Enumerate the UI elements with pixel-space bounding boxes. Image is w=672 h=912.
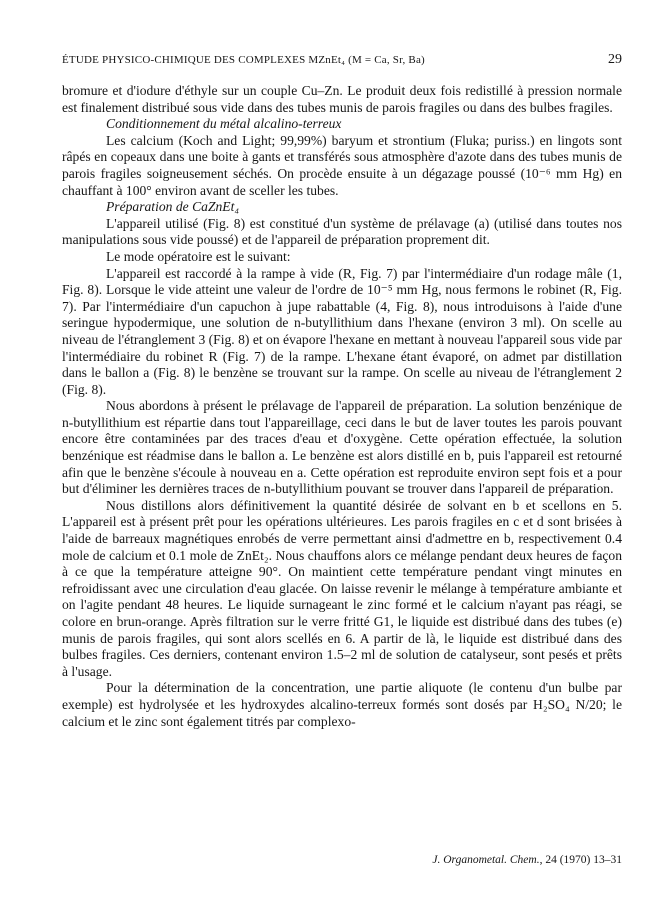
article-body [62,83,622,730]
paragraph-distillation: Nous distillons alors définitivement la quantité désirée de solvant en b et scellons en 5. L'appareil est à présent prêt pour les opérations ultérieures. Les parois fragiles en c et d sont brisées à l'aide de barreaux magnétiques enrobés de verre permettant ainsi d'admettre en b, respectivement 0.4 mole de calcium et 0.1 mole de ZnEt₂. Nous chauffons alors ce mélange pendant deux heures de façon à ce que la température atteigne 90°. On maintient cette température pendant vingt minutes en refroidissant avec une circulation d'eau glacée. On laisse revenir le mélange à température ambiante et on l'agite pendant 48 heures. Le liquide surnageant le zinc formé et le calcium n'ayant pas réagi, se colore en brun-orange. Après filtration sur le verre fritté G1, le liquide est distribué dans des tubes (e) munis de parois fragiles, qui sont alors scellés en 6. A partir de là, le liquide est distribué dans des bulbes fragiles. Ces derniers, contenant environ 1.5–2 ml de solution de catalyseur, sont pesés et prêts à l'usage. [62,497,622,679]
running-title: ÉTUDE PHYSICO-CHIMIQUE DES COMPLEXES MZnEt₄ (M = Ca, Sr, Ba) [62,54,425,66]
journal-name: J. Organometal. Chem. [432,854,540,866]
paragraph-prelavage: Nous abordons à présent le prélavage de l'appareil de préparation. La solution benzénique de n-butyllithium est répartie dans tout l'appareillage, ceci dans le but de laver toutes les parois pouvant encore être contaminées par des traces d'eau et d'oxygène. Cette opération effectuée, la solution benzénique est réadmise dans le ballon a. Le benzène est alors distillé en b, puis l'appareil est retourné afin que le benzène s'écoule à nouveau en a. Cette opération est reproduite environ sept fois et a pour but d'éliminer les dernières traces de n-butyllithium pouvant se trouver dans l'appareil de préparation. [62,398,622,497]
paragraph-appareil: L'appareil utilisé (Fig. 8) est constitué d'un système de prélavage (a) (utilisé dans toutes nos manipulations sous vide poussé) et de l'appareil de préparation proprement dit. [62,215,622,248]
journal-citation [432,854,622,866]
paragraph-conditionnement: Les calcium (Koch and Light; 99,99%) baryum et strontium (Fluka; puriss.) en lingots sont râpés en copeaux dans une boite à gants et transférés sous atmosphère d'azote dans des tubes munis de parois fragiles soigneusement séchés. On procède ensuite à un dégazage poussé (10⁻⁶ mm Hg) en chauffant à 100° environ avant de sceller les tubes. [62,132,622,198]
section-heading-conditionnement: Conditionnement du métal alcalino-terreux [106,116,342,132]
paragraph-concentration: Pour la détermination de la concentration, une partie aliquote (le contenu d'un bulbe par exemple) est hydrolysée et les hydroxydes alcalino-terreux formés sont dosés par H₂SO₄ N/20; le calcium et le zinc sont également titrés par complexo- [62,680,622,729]
journal-volume-pages: , 24 (1970) 13–31 [539,854,622,866]
page-number: 29 [608,52,622,67]
paragraph-raccordement: L'appareil est raccordé à la rampe à vide (R, Fig. 7) par l'intermédiaire d'un rodage mâle (1, Fig. 8). Lorsque le vide atteint une valeur de l'ordre de 10⁻⁵ mm Hg, nous fermons le robinet (R, Fig. 7). Par l'intermédiaire d'un capuchon à jupe rabattable (4, Fig. 8), nous introduisons à l'aide d'une seringue hypodermique, une solution de n-butyllithium dans l'hexane (environ 3 ml). On scelle au niveau de l'étranglement 3 (Fig. 8) et on évapore l'hexane en mettant à nouveau l'appareil sous vide par l'intermédiaire du robinet R (Fig. 7) de la rampe. L'hexane étant évaporé, on admet par distillation dans le ballon a (Fig. 8) le benzène se trouvant sur la rampe. On scelle au niveau de l'étranglement 2 (Fig. 8). [62,265,622,397]
page-header [62,50,622,70]
paragraph-continued: bromure et d'iodure d'éthyle sur un couple Cu–Zn. Le produit deux fois redistillé à pression normale est finalement distribué sous vide dans des tubes munis de parois fragiles ou dans des bulbes fragiles. [62,83,622,115]
paragraph-mode-operatoire: Le mode opératoire est le suivant: [106,248,291,264]
section-heading-preparation: Préparation de CaZnEt₄ [106,199,240,215]
journal-page [62,50,622,866]
